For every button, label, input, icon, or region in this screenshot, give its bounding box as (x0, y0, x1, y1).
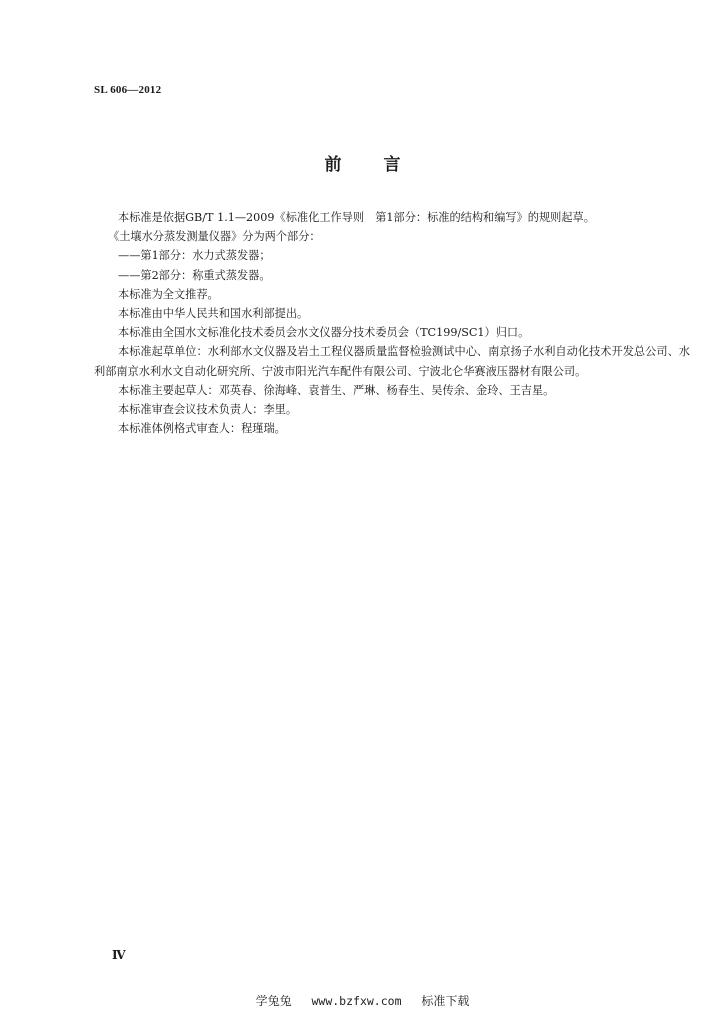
document-code: SL 606—2012 (94, 84, 162, 96)
footer-watermark (0, 992, 725, 1009)
paragraph-proposer: 本标准由中华人民共和国水利部提出。 (118, 307, 309, 321)
paragraph-format-reviewer: 本标准体例格式审查人：程瑾瑞。 (118, 422, 286, 436)
paragraph-basis: 本标准是依据GB/T 1.1—2009《标准化工作导则 第1部分：标准的结构和编写》的规则起草。 (118, 211, 595, 224)
foreword-body (94, 208, 690, 438)
paragraph-drafting-units: 本标准起草单位：水利部水文仪器及岩土工程仪器质量监督检验测试中心、南京扬子水利自动化技术开发总公司、水利部南京水利水文自动化研究所、宁波市阳光汽车配件有限公司、宁波北仑华赛液压器材有限公司。 (94, 345, 690, 378)
paragraph-technical-reviewer: 本标准审查会议技术负责人：李里。 (118, 403, 298, 417)
paragraph-main-drafters: 本标准主要起草人：邓英春、徐海峰、袁普生、严琳、杨春生、吴传余、金玲、王吉星。 (118, 383, 555, 397)
paragraph-recommendation: 本标准为全文推荐。 (118, 287, 219, 301)
footer-tagline: 标准下载 (421, 994, 470, 1008)
footer-site-name: 学兔兔 (255, 994, 292, 1008)
paragraph-part-1: ——第1部分：水力式蒸发器； (118, 249, 271, 263)
paragraph-administrator: 本标准由全国水文标准化技术委员会水文仪器分技术委员会（TC199/SC1）归口。 (118, 326, 530, 340)
paragraph-part-2: ——第2部分：称重式蒸发器。 (118, 268, 271, 282)
paragraph-parts-intro: 《土壤水分蒸发测量仪器》分为两个部分： (108, 230, 321, 244)
page-title: 前言 (324, 155, 443, 175)
page-number: Ⅳ (112, 948, 126, 962)
footer-url: www.bzfxw.com (311, 994, 402, 1008)
